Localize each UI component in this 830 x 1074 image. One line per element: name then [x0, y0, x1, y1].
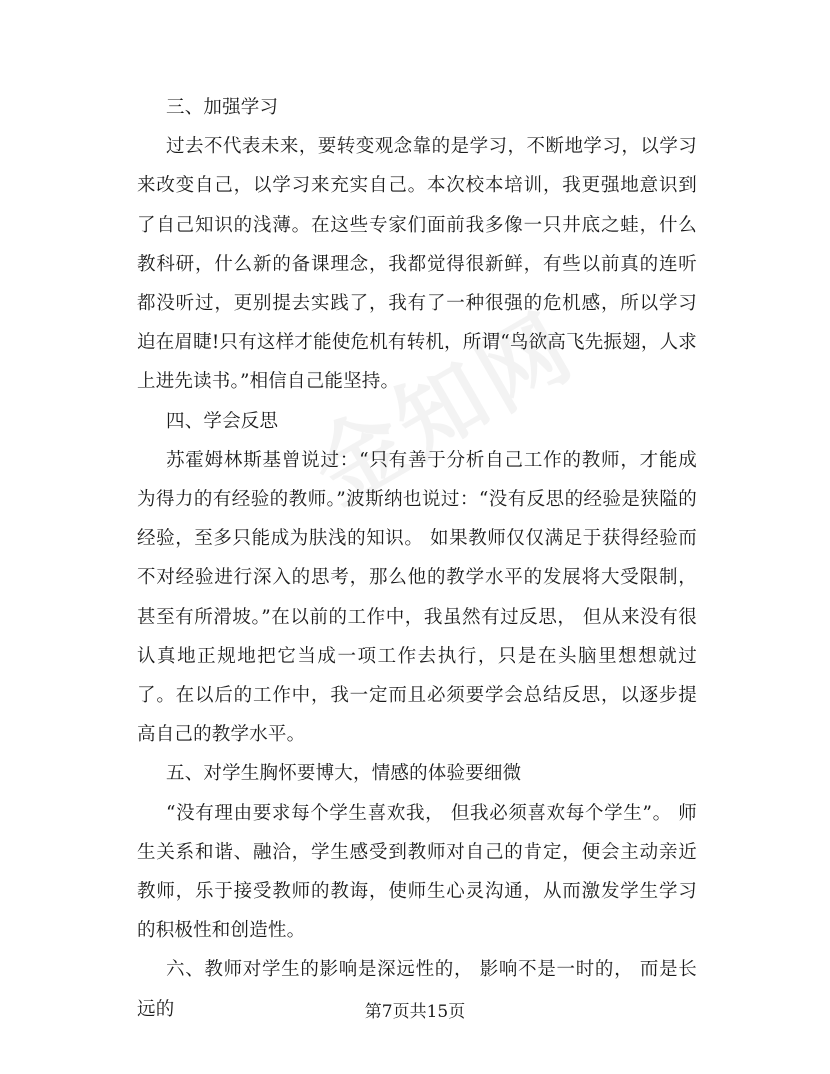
document-body [137, 88, 697, 1029]
section-heading-6: 六、教师对学生的影响是深远性的， 影响不是一时的， 而是长远的 [137, 959, 697, 1020]
paragraph-reflection: 苏霍姆林斯基曾说过：“只有善于分析自己工作的教师，才能成为得力的有经验的教师。”波斯纳也说过：“没有反思的经验是狭隘的经验，至多只能成为肤浅的知识。 如果教师仅仅满足于获得经验而不对经验进行深入的思考，那么他的教学水平的发展将大受限制，甚至有所滑坡。”在以前的工作中，我虽然有过反思， 但从来没有很认真地正规地把它当成一项工作去执行，只是在头脑里想想就过了。在以后的工作中，我一定而且必须要学会总结反思，以逐步提高自己的教学水平。 [137, 449, 697, 746]
section-heading-5: 五、对学生胸怀要博大，情感的体验要细微 [166, 763, 522, 785]
paragraph-students: “没有理由要求每个学生喜欢我， 但我必须喜欢每个学生”。 师生关系和谐、融洽，学生感受到教师对自己的肯定，便会主动亲近教师，乐于接受教师的教诲，使师生心灵沟通，从而激发学生学习的积极性和创造性。 [137, 802, 697, 942]
page-number: 第7页共15页 [364, 1002, 466, 1022]
paragraph-study: 过去不代表未来，要转变观念靠的是学习，不断地学习，以学习来改变自己，以学习来充实自己。本次校本培训，我更强地意识到了自己知识的浅薄。在这些专家们面前我多像一只井底之蛙，什么教科研，什么新的备课理念，我都觉得很新鲜，有些以前真的连听都没听过，更别提去实践了，我有了一种很强的危机感，所以学习迫在眉睫!只有这样才能使危机有转机，所谓“鸟欲高飞先振翅，人求上进先读书。”相信自己能坚持。 [137, 136, 697, 393]
section-heading-3: 三、加强学习 [166, 97, 279, 118]
section-heading-4: 四、学会反思 [166, 410, 279, 432]
